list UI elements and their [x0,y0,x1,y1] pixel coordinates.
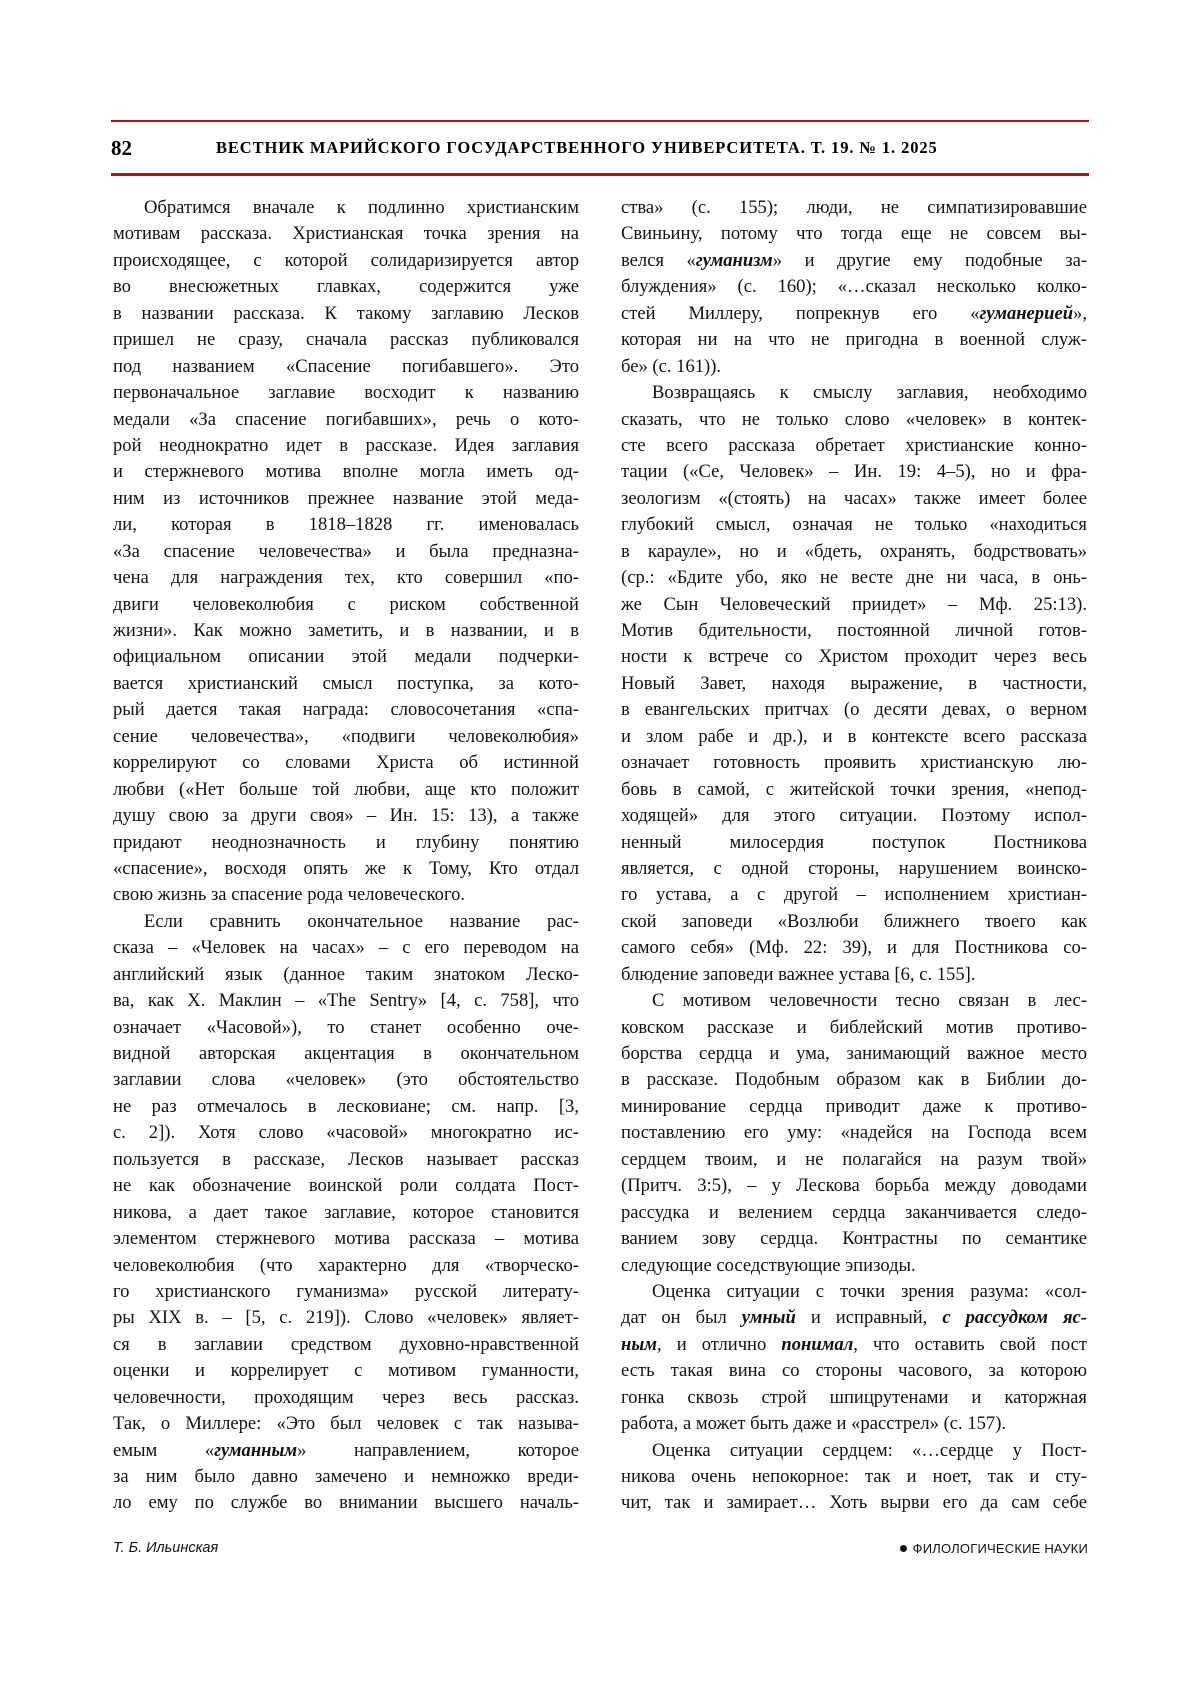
journal-title: ВЕСТНИК МАРИЙСКОГО ГОСУДАРСТВЕННОГО УНИВЕРСИТЕТА. Т. 19. № 1. 2025 [216,138,938,157]
text-line: сение человечества», «подвиги человеколюбия» [113,725,579,747]
text-line: следующие соседствующие эпизоды. [621,1254,916,1276]
text-line: никова очень непокорное: так и ноет, так и сту- [621,1466,1087,1487]
text-line: ванием зову сердца. Контрастны по семантике [621,1228,1087,1250]
text-line: ным, и отлично понимал, что оставить свой пост [621,1333,1087,1355]
text-line: пришел не сразу, сначала рассказ публиковался [113,329,579,351]
text-line: же Сын Человеческий приидет» – Мф. 25:13). [621,593,1087,615]
text-line: есть такая вина со стороны часового, за которою [621,1360,1087,1382]
text-line: ним из источников прежнее название этой меда- [113,487,579,509]
footer-section [900,1541,1088,1556]
text-line: Обратимся вначале к подлинно христианским [144,197,579,218]
text-line: Оценка ситуации с точки зрения разума: «сол- [652,1280,1087,1302]
page-number: 82 [111,136,132,160]
text-line: пользуется в рассказе, Лесков называет рассказ [113,1148,579,1170]
text-line: бовь в самой, с житейской точки зрения, «непод- [621,778,1087,800]
text-line: английский язык (данное таким знатоком Леско- [113,963,579,985]
text-line: гонка сквозь строй шпицрутенами и каторжная [621,1386,1087,1408]
bullet-icon [900,1545,907,1552]
text-line: чена для награждения тех, кто совершил «по- [113,567,579,589]
text-line: (ср.: «Бдите убо, яко не весте дне ни часа, в онь- [621,567,1087,589]
text-line: велся «гуманизм» и другие ему подобные за- [621,249,1088,271]
text-line: ненный милосердия поступок Постникова [621,831,1087,853]
text-line: работа, а может быть даже и «расстрел» (с. 157). [621,1413,1007,1435]
text-line: чит, так и замирает… Хоть вырви его да сам себе [621,1492,1087,1514]
text-line: глубокий смысл, означая не только «находиться [621,514,1087,536]
text-line: Оценка ситуации сердцем: «…сердце у Пост- [652,1439,1087,1461]
text-line: означает готовность проявить христианскую лю- [621,752,1087,774]
text-line: в названии рассказа. К такому заглавию Лесков [113,302,579,324]
text-line: поставлению его уму: «надейся на Господа всем [621,1122,1087,1144]
text-line: никова, а дает такое заглавие, которое становится [113,1201,579,1223]
text-line: придают неоднозначность и глубину понятию [113,831,579,853]
text-line: официальном описании этой медали подчерки- [113,646,579,668]
text-line: является, с одной стороны, нарушением воинско- [621,857,1087,879]
text-line: жизни». Как можно заметить, и в названии, и в [113,620,579,641]
text-line: сказать, что не только слово «человек» в контек- [621,408,1087,430]
text-line: в рассказе. Подобным образом как в Библии до- [621,1069,1087,1091]
text-line: Так, о Миллере: «Это был человек с так называ- [113,1413,579,1435]
text-line: под названием «Спасение погибавшего». Это [113,355,579,377]
text-line: рассудка и велением сердца заканчивается следо- [621,1201,1087,1223]
text-line: ства» (с. 155); люди, не симпатизировавшие [621,197,1087,218]
text-line: Возвращаясь к смыслу заглавия, необходимо [652,382,1087,404]
text-line: душу свою за други своя» – Ин. 15: 13), а также [113,805,579,827]
text-line: не как обозначение воинской роли солдата Пост- [113,1175,579,1197]
text-line: Новый Завет, находя выражение, в частности, [621,672,1087,694]
text-line: за ним было давно замечено и немножко вреди- [113,1466,579,1487]
text-line: в карауле», но и «бдеть, охранять, бодрствовать» [621,540,1087,562]
text-line: человечности, проходящим через весь рассказ. [113,1386,579,1408]
text-line: двиги человеколюбия с риском собственной [113,593,579,615]
text-line: означает «Часовой»), то станет особенно оче- [113,1016,579,1038]
text-line: Свиньину, потому что тогда еще не совсем вы- [621,223,1087,245]
footer-section-label: ФИЛОЛОГИЧЕСКИЕ НАУКИ [912,1541,1088,1556]
text-line: и злом рабе и др.), и в контексте всего рассказа [621,725,1087,747]
text-line: видной авторская акцентация в окончательном [113,1043,579,1064]
text-line: ры XIX в. – [5, с. 219]). Слово «человек» являет- [113,1307,579,1329]
text-line: мотивам рассказа. Христианская точка зрения на [113,223,579,245]
text-line: во внесюжетных главках, содержится уже [113,276,579,298]
text-line: элементом стержневого мотива рассказа – мотива [113,1228,579,1250]
footer-author: Т. Б. Ильинская [113,1540,219,1556]
text-line: ся в заглавии средством духовно-нравственной [113,1333,579,1355]
text-line: рой неоднократно идет в рассказе. Идея заглавия [113,434,579,456]
text-line: коррелируют со словами Христа об истинной [113,752,579,774]
text-line: сказа – «Человек на часах» – с его переводом на [113,937,579,959]
right-text-column [621,195,1087,1517]
text-line: Если сравнить окончательное название рас- [144,910,579,932]
text-line: борства сердца и ума, занимающий важное место [621,1043,1087,1064]
text-line: блуждения» (с. 160); «…сказал несколько колко- [621,276,1087,298]
text-line: вается христианский смысл поступка, за кото- [113,672,579,694]
text-line: го устава, а с другой – исполнением христиан- [621,884,1087,906]
text-line: ва, как Х. Маклин – «The Sentry» [4, с. 758], что [113,990,579,1012]
text-line: любви («Нет больше той любви, аще кто положит [113,778,579,800]
text-line: тации («Се, Человек» – Ин. 19: 4–5), но и фра- [621,461,1087,483]
text-line: которая ни на что не пригодна в военной служ- [621,329,1087,351]
left-text-column [113,195,579,1517]
header-top-rule [111,120,1089,122]
text-line: С мотивом человечности тесно связан в лес- [652,990,1087,1012]
text-line: Мотив бдительности, постоянной личной готов- [621,620,1087,641]
text-line: блюдение заповеди важнее устава [6, с. 155]. [621,963,976,985]
text-line: с. 2]). Хотя слово «часовой» многократно ис- [113,1122,579,1144]
header-bottom-rule [111,173,1089,176]
text-line: «спасение», восходя опять же к Тому, Кто отдал [113,857,579,879]
text-line: ности к встрече со Христом проходит через весь [621,646,1087,668]
text-line: самого себя» (Мф. 22: 39), и для Постникова со- [621,937,1087,959]
text-line: сте всего рассказа обретает христианские конно- [621,434,1087,456]
text-line: рый дается такая награда: словосочетания «спа- [113,699,579,721]
text-line: и стержневого мотива вполне могла иметь од- [113,461,579,483]
text-line: емым «гуманным» направлением, которое [113,1439,579,1461]
text-line: оценки и коррелирует с мотивом гуманности, [113,1360,579,1382]
text-line: ли, которая в 1818–1828 гг. именовалась [113,514,579,536]
text-line: го христианского гуманизма» русской литерату- [113,1280,579,1302]
text-line: бе» (с. 161)). [621,355,722,377]
text-line: ской заповеди «Возлюби ближнего твоего как [621,910,1087,932]
text-line: медали «За спасение погибавших», речь о кото- [113,408,579,430]
text-line: зеологизм «(стоять) на часах» также имеет более [621,487,1087,509]
text-line: заглавии слова «человек» (это обстоятельство [113,1069,579,1091]
text-line: стей Миллеру, попрекнув его «гуманерией», [621,302,1087,324]
text-line: не раз отмечалось в лесковиане; см. напр. [3, [113,1095,579,1117]
text-line: ходящей» для этого ситуации. Поэтому испол- [621,805,1087,827]
text-line: «За спасение человечества» и была предназна- [113,540,579,562]
text-line: первоначальное заглавие восходит к названию [113,382,579,404]
text-line: происходящее, с которой солидаризируется автор [113,249,579,271]
text-line: ковском рассказе и библейский мотив противо- [621,1016,1087,1038]
text-line: в евангельских притчах (о десяти девах, о верном [621,699,1087,721]
text-line: ло ему по службе во внимании высшего началь- [113,1492,579,1514]
text-line: минирование сердца приводит даже к противо- [621,1095,1087,1117]
text-line: дат он был умный и исправный, с рассудком яс- [621,1307,1088,1329]
text-line: человеколюбия (что характерно для «творческо- [113,1254,579,1276]
text-line: свою жизнь за спасение рода человеческого. [113,884,466,906]
text-line: (Притч. 3:5), – у Лескова борьба между доводами [621,1175,1087,1197]
text-line: сердцем твоим, и не полагайся на разум твой» [621,1148,1087,1170]
